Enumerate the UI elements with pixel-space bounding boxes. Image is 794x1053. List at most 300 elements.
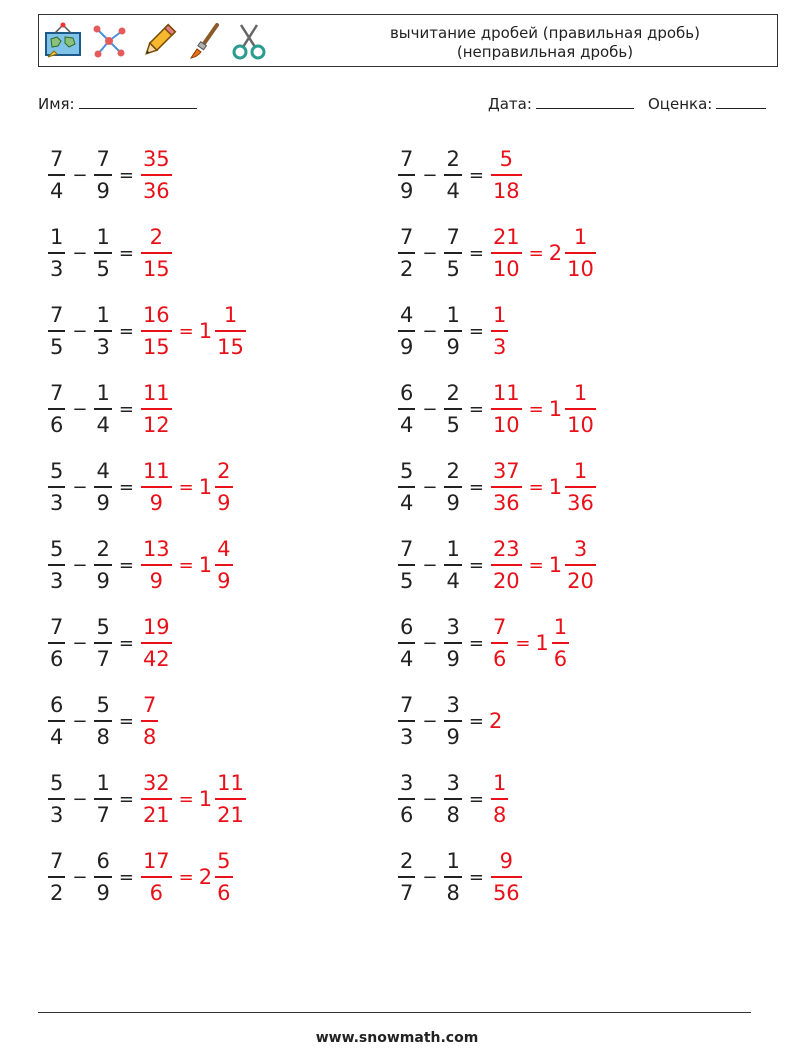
answer-fraction-bar <box>141 330 172 332</box>
answer-fraction <box>491 381 522 437</box>
mixed-whole: 1 <box>548 397 563 421</box>
answer-equals-sign: = <box>178 476 194 498</box>
minuend-fraction-denominator: 3 <box>50 490 64 515</box>
minus-sign: − <box>422 398 438 420</box>
answer-fraction-numerator: 13 <box>142 537 170 562</box>
answer-fraction-denominator: 42 <box>142 646 170 671</box>
mixed-fraction-denominator: 6 <box>553 646 568 671</box>
answer <box>489 537 598 593</box>
minuend-fraction-bar <box>398 564 415 566</box>
mixed-fraction-numerator: 1 <box>553 615 568 640</box>
minuend-fraction-denominator: 4 <box>50 178 64 203</box>
answer-fraction-bar <box>491 174 522 176</box>
mixed-fraction <box>215 537 232 593</box>
subtrahend-fraction-numerator: 3 <box>446 771 460 796</box>
problem-17 <box>46 764 248 834</box>
minus-sign: − <box>72 164 88 186</box>
subtrahend-fraction-bar <box>444 798 461 800</box>
subtrahend-fraction-bar <box>444 252 461 254</box>
problem-18 <box>396 764 510 834</box>
mixed-whole: 2 <box>198 865 213 889</box>
answer-fraction <box>491 459 522 515</box>
mixed-fraction-numerator: 2 <box>217 459 231 484</box>
answer-whole: 2 <box>488 709 503 733</box>
minus-sign: − <box>422 320 438 342</box>
subtrahend-fraction-bar <box>94 642 111 644</box>
answer-fraction <box>141 381 172 437</box>
answer-fraction-denominator: 8 <box>492 802 507 827</box>
minuend-fraction-denominator: 7 <box>400 880 414 905</box>
problem-5 <box>46 296 248 366</box>
subtrahend-fraction-numerator: 5 <box>96 693 110 718</box>
scissors-icon <box>229 21 269 61</box>
subtrahend-fraction <box>444 693 461 749</box>
mixed-fraction-bar <box>215 876 232 878</box>
equals-sign: = <box>468 242 484 264</box>
problem-13 <box>46 608 174 678</box>
answer <box>489 303 510 359</box>
minus-sign: − <box>422 710 438 732</box>
subtrahend-fraction-denominator: 8 <box>446 880 460 905</box>
minuend-fraction-numerator: 5 <box>50 537 64 562</box>
mixed-whole: 1 <box>548 553 563 577</box>
date-label: Дата: <box>488 95 532 113</box>
minus-sign: − <box>422 476 438 498</box>
minus-sign: − <box>72 788 88 810</box>
equals-sign: = <box>468 788 484 810</box>
subtrahend-fraction-denominator: 9 <box>446 724 460 749</box>
minuend-fraction <box>48 615 65 671</box>
title-line-1: вычитание дробей (правильная дробь) <box>389 24 701 42</box>
minuend-fraction-numerator: 7 <box>400 537 414 562</box>
grade-label: Оценка: <box>648 95 713 113</box>
answer-fraction <box>141 537 172 593</box>
minuend-fraction-numerator: 5 <box>400 459 414 484</box>
mixed-fraction-numerator: 3 <box>573 537 588 562</box>
mixed-fraction-bar <box>565 408 596 410</box>
answer-fraction-numerator: 37 <box>492 459 520 484</box>
minuend-fraction-bar <box>48 486 65 488</box>
subtrahend-fraction-bar <box>94 408 111 410</box>
answer-fraction-denominator: 15 <box>142 256 170 281</box>
subtrahend-fraction <box>444 459 461 515</box>
footer-divider <box>38 1012 751 1013</box>
grade-blank[interactable] <box>716 94 766 109</box>
answer-fraction-bar <box>141 174 172 176</box>
answer-fraction <box>141 459 172 515</box>
minus-sign: − <box>72 710 88 732</box>
minuend-fraction-denominator: 2 <box>400 256 414 281</box>
name-field <box>38 94 197 113</box>
name-blank[interactable] <box>79 94 197 109</box>
minuend-fraction <box>398 849 415 905</box>
subtrahend-fraction-numerator: 1 <box>446 303 460 328</box>
subtrahend-fraction-denominator: 9 <box>446 334 460 359</box>
subtrahend-fraction-bar <box>444 330 461 332</box>
answer-fraction-numerator: 35 <box>142 147 170 172</box>
subtrahend-fraction-numerator: 1 <box>96 381 110 406</box>
minuend-fraction-numerator: 7 <box>400 225 414 250</box>
minuend-fraction-denominator: 3 <box>50 256 64 281</box>
problem-16 <box>396 686 503 756</box>
minuend-fraction-numerator: 7 <box>50 615 64 640</box>
mixed-fraction-denominator: 10 <box>567 412 594 437</box>
minus-sign: − <box>72 554 88 576</box>
subtrahend-fraction-bar <box>444 642 461 644</box>
answer-fraction-denominator: 21 <box>142 802 170 827</box>
answer-fraction-bar <box>491 642 508 644</box>
answer <box>139 303 248 359</box>
answer-fraction-denominator: 9 <box>149 490 163 515</box>
minuend-fraction <box>398 537 415 593</box>
subtrahend-fraction-numerator: 2 <box>446 147 460 172</box>
subtrahend-fraction <box>94 147 111 203</box>
subtrahend-fraction-denominator: 9 <box>446 646 460 671</box>
mixed-fraction-numerator: 5 <box>217 849 231 874</box>
date-field <box>488 94 634 113</box>
problem-20 <box>396 842 524 912</box>
answer-fraction-denominator: 6 <box>492 646 507 671</box>
equals-sign: = <box>468 398 484 420</box>
minuend-fraction-denominator: 3 <box>400 724 414 749</box>
minuend-fraction-numerator: 6 <box>400 381 414 406</box>
minuend-fraction-denominator: 9 <box>400 334 414 359</box>
subtrahend-fraction-denominator: 7 <box>96 646 110 671</box>
minuend-fraction-bar <box>398 252 415 254</box>
answer-fraction-bar <box>491 330 508 332</box>
minus-sign: − <box>422 164 438 186</box>
problem-19 <box>46 842 235 912</box>
minuend-fraction-bar <box>398 720 415 722</box>
subtrahend-fraction-bar <box>94 564 111 566</box>
mixed-fraction-bar <box>215 330 246 332</box>
answer-fraction-numerator: 7 <box>142 693 157 718</box>
minuend-fraction-bar <box>48 720 65 722</box>
subtrahend-fraction-numerator: 5 <box>96 615 110 640</box>
subtrahend-fraction <box>444 537 461 593</box>
answer-equals-sign: = <box>178 320 194 342</box>
mixed-fraction-bar <box>565 252 596 254</box>
minus-sign: − <box>72 476 88 498</box>
minuend-fraction-bar <box>398 330 415 332</box>
subtrahend-fraction <box>444 147 461 203</box>
paintbrush-icon <box>185 21 225 61</box>
subtrahend-fraction-bar <box>94 252 111 254</box>
subtrahend-fraction-denominator: 5 <box>446 412 460 437</box>
equals-sign: = <box>118 242 134 264</box>
minuend-fraction-numerator: 5 <box>50 459 64 484</box>
answer-fraction-bar <box>491 486 522 488</box>
subtrahend-fraction <box>94 615 111 671</box>
mixed-fraction-bar <box>215 486 232 488</box>
answer <box>489 225 598 281</box>
answer <box>489 849 524 905</box>
equals-sign: = <box>118 710 134 732</box>
minuend-fraction-numerator: 5 <box>50 771 64 796</box>
minuend-fraction <box>48 147 65 203</box>
mixed-fraction <box>215 849 232 905</box>
equals-sign: = <box>118 866 134 888</box>
subtrahend-fraction-denominator: 9 <box>446 490 460 515</box>
subtrahend-fraction <box>94 381 111 437</box>
problem-15 <box>46 686 160 756</box>
answer-fraction-denominator: 9 <box>149 568 163 593</box>
answer-fraction <box>491 615 508 671</box>
minuend-fraction-bar <box>48 564 65 566</box>
answer-fraction <box>491 303 508 359</box>
minuend-fraction-bar <box>48 330 65 332</box>
answer-fraction <box>141 771 172 827</box>
minuend-fraction <box>48 849 65 905</box>
answer-fraction-bar <box>141 642 172 644</box>
answer-fraction-denominator: 20 <box>492 568 520 593</box>
subtrahend-fraction-bar <box>94 798 111 800</box>
minuend-fraction-numerator: 7 <box>50 849 64 874</box>
answer-fraction-numerator: 17 <box>142 849 170 874</box>
problem-14 <box>396 608 571 678</box>
subtrahend-fraction <box>94 771 111 827</box>
minuend-fraction-numerator: 6 <box>50 693 64 718</box>
minuend-fraction-numerator: 7 <box>400 693 414 718</box>
minuend-fraction-bar <box>398 174 415 176</box>
mixed-whole: 1 <box>198 475 213 499</box>
answer-fraction <box>491 771 508 827</box>
footer-url: www.snowmath.com <box>315 1030 479 1046</box>
minus-sign: − <box>72 242 88 264</box>
subtrahend-fraction-denominator: 5 <box>96 256 110 281</box>
answer-fraction-bar <box>141 798 172 800</box>
answer-fraction-numerator: 23 <box>492 537 520 562</box>
answer-fraction-denominator: 10 <box>492 412 520 437</box>
problem-10 <box>396 452 598 522</box>
subtrahend-fraction-numerator: 3 <box>446 693 460 718</box>
mixed-fraction-bar <box>215 798 246 800</box>
subtrahend-fraction-numerator: 1 <box>96 771 110 796</box>
equals-sign: = <box>468 632 484 654</box>
subtrahend-fraction-numerator: 1 <box>446 537 460 562</box>
subtrahend-fraction-denominator: 9 <box>96 568 110 593</box>
minuend-fraction-denominator: 3 <box>50 802 64 827</box>
minuend-fraction <box>48 693 65 749</box>
mixed-whole: 1 <box>198 787 213 811</box>
minuend-fraction-numerator: 3 <box>400 771 414 796</box>
minuend-fraction <box>398 303 415 359</box>
name-label: Имя: <box>38 95 75 113</box>
answer-fraction-bar <box>491 876 522 878</box>
minuend-fraction-denominator: 5 <box>50 334 64 359</box>
minuend-fraction <box>48 459 65 515</box>
mixed-fraction-bar <box>565 486 596 488</box>
minuend-fraction-denominator: 4 <box>400 490 414 515</box>
subtrahend-fraction-denominator: 4 <box>446 178 460 203</box>
subtrahend-fraction-numerator: 7 <box>96 147 110 172</box>
minuend-fraction-bar <box>48 798 65 800</box>
subtrahend-fraction-numerator: 1 <box>96 225 110 250</box>
answer-fraction <box>141 849 172 905</box>
subtrahend-fraction-numerator: 2 <box>446 459 460 484</box>
answer-equals-sign: = <box>528 554 544 576</box>
worksheet-title <box>335 24 755 62</box>
subtrahend-fraction <box>444 381 461 437</box>
date-blank[interactable] <box>536 94 634 109</box>
minuend-fraction-bar <box>398 642 415 644</box>
minuend-fraction <box>48 303 65 359</box>
mixed-fraction-numerator: 1 <box>573 225 588 250</box>
answer-fraction <box>141 147 172 203</box>
problem-1 <box>46 140 174 210</box>
pencil-icon <box>139 21 179 61</box>
mixed-fraction-denominator: 15 <box>217 334 244 359</box>
subtrahend-fraction-denominator: 4 <box>446 568 460 593</box>
subtrahend-fraction-numerator: 4 <box>96 459 110 484</box>
minus-sign: − <box>422 554 438 576</box>
answer-fraction-bar <box>141 876 172 878</box>
minuend-fraction-numerator: 4 <box>400 303 414 328</box>
answer <box>489 147 524 203</box>
subtrahend-fraction <box>94 303 111 359</box>
mixed-fraction <box>565 225 596 281</box>
minuend-fraction-denominator: 6 <box>50 646 64 671</box>
minuend-fraction <box>398 771 415 827</box>
answer-fraction-denominator: 15 <box>142 334 170 359</box>
minuend-fraction-denominator: 4 <box>400 646 414 671</box>
minuend-fraction-denominator: 6 <box>50 412 64 437</box>
answer <box>489 615 571 671</box>
mixed-whole: 1 <box>548 475 563 499</box>
subtrahend-fraction <box>94 537 111 593</box>
subtrahend-fraction-bar <box>94 720 111 722</box>
answer-fraction <box>491 537 522 593</box>
answer-fraction-denominator: 10 <box>492 256 520 281</box>
equals-sign: = <box>118 320 134 342</box>
subtrahend-fraction <box>444 303 461 359</box>
problem-9 <box>46 452 235 522</box>
minuend-fraction-numerator: 7 <box>50 303 64 328</box>
subtrahend-fraction <box>444 771 461 827</box>
subtrahend-fraction-bar <box>444 408 461 410</box>
answer-fraction-denominator: 8 <box>142 724 157 749</box>
mixed-whole: 1 <box>198 319 213 343</box>
equals-sign: = <box>118 788 134 810</box>
minuend-fraction <box>398 381 415 437</box>
subtrahend-fraction-denominator: 5 <box>446 256 460 281</box>
minuend-fraction <box>48 225 65 281</box>
equals-sign: = <box>118 398 134 420</box>
answer <box>489 459 598 515</box>
equals-sign: = <box>468 866 484 888</box>
minuend-fraction-numerator: 7 <box>400 147 414 172</box>
problem-2 <box>396 140 524 210</box>
minuend-fraction-numerator: 1 <box>50 225 64 250</box>
mixed-fraction-denominator: 20 <box>567 568 594 593</box>
answer-fraction-bar <box>491 408 522 410</box>
minuend-fraction-bar <box>398 876 415 878</box>
answer-fraction-denominator: 56 <box>492 880 520 905</box>
minuend-fraction <box>48 771 65 827</box>
answer-equals-sign: = <box>178 866 194 888</box>
answer-fraction <box>141 225 172 281</box>
answer-fraction-bar <box>141 564 172 566</box>
answer-fraction-denominator: 36 <box>492 490 520 515</box>
answer-equals-sign: = <box>528 398 544 420</box>
worksheet-header <box>38 14 778 67</box>
subtrahend-fraction <box>94 459 111 515</box>
mixed-fraction <box>215 303 246 359</box>
minuend-fraction-denominator: 9 <box>400 178 414 203</box>
equals-sign: = <box>118 164 134 186</box>
answer-fraction-bar <box>141 408 172 410</box>
subtrahend-fraction <box>444 849 461 905</box>
mixed-fraction-numerator: 1 <box>573 459 588 484</box>
answer-fraction <box>141 693 158 749</box>
minuend-fraction-numerator: 7 <box>50 147 64 172</box>
subtrahend-fraction-bar <box>444 720 461 722</box>
answer-fraction-numerator: 19 <box>142 615 170 640</box>
answer-fraction-numerator: 5 <box>499 147 513 172</box>
answer-equals-sign: = <box>178 554 194 576</box>
mixed-fraction-bar <box>552 642 569 644</box>
network-icon <box>89 21 129 61</box>
answer-fraction-numerator: 21 <box>492 225 520 250</box>
answer-equals-sign: = <box>178 788 194 810</box>
answer-fraction-numerator: 16 <box>142 303 170 328</box>
answer <box>489 771 510 827</box>
minuend-fraction-bar <box>398 798 415 800</box>
subtrahend-fraction-numerator: 6 <box>96 849 110 874</box>
problem-7 <box>46 374 174 444</box>
equals-sign: = <box>468 554 484 576</box>
mixed-fraction <box>565 459 596 515</box>
answer <box>489 381 598 437</box>
minuend-fraction-numerator: 6 <box>400 615 414 640</box>
minus-sign: − <box>72 866 88 888</box>
answer <box>139 693 160 749</box>
minus-sign: − <box>422 788 438 810</box>
subtrahend-fraction <box>444 615 461 671</box>
problem-11 <box>46 530 235 600</box>
minuend-fraction-denominator: 4 <box>50 724 64 749</box>
equals-sign: = <box>468 710 484 732</box>
answer-fraction-denominator: 12 <box>142 412 170 437</box>
answer <box>139 537 235 593</box>
answer <box>489 709 503 733</box>
subtrahend-fraction-denominator: 3 <box>96 334 110 359</box>
subtrahend-fraction <box>94 693 111 749</box>
minuend-fraction-bar <box>398 486 415 488</box>
subtrahend-fraction-numerator: 2 <box>446 381 460 406</box>
minuend-fraction <box>48 537 65 593</box>
equals-sign: = <box>118 554 134 576</box>
minuend-fraction-bar <box>48 408 65 410</box>
mixed-fraction <box>215 771 246 827</box>
answer <box>139 225 174 281</box>
answer-fraction <box>491 147 522 203</box>
answer-fraction-denominator: 18 <box>492 178 520 203</box>
problem-6 <box>396 296 510 366</box>
mixed-fraction-denominator: 6 <box>217 880 231 905</box>
title-line-2: (неправильная дробь) <box>456 43 634 61</box>
answer <box>139 771 248 827</box>
mixed-fraction <box>565 537 596 593</box>
answer-fraction <box>141 303 172 359</box>
mixed-fraction-numerator: 1 <box>573 381 588 406</box>
minuend-fraction <box>398 225 415 281</box>
minuend-fraction <box>398 693 415 749</box>
mixed-fraction-denominator: 9 <box>217 490 231 515</box>
subtrahend-fraction-numerator: 2 <box>96 537 110 562</box>
minuend-fraction-numerator: 7 <box>50 381 64 406</box>
subtrahend-fraction-bar <box>94 876 111 878</box>
